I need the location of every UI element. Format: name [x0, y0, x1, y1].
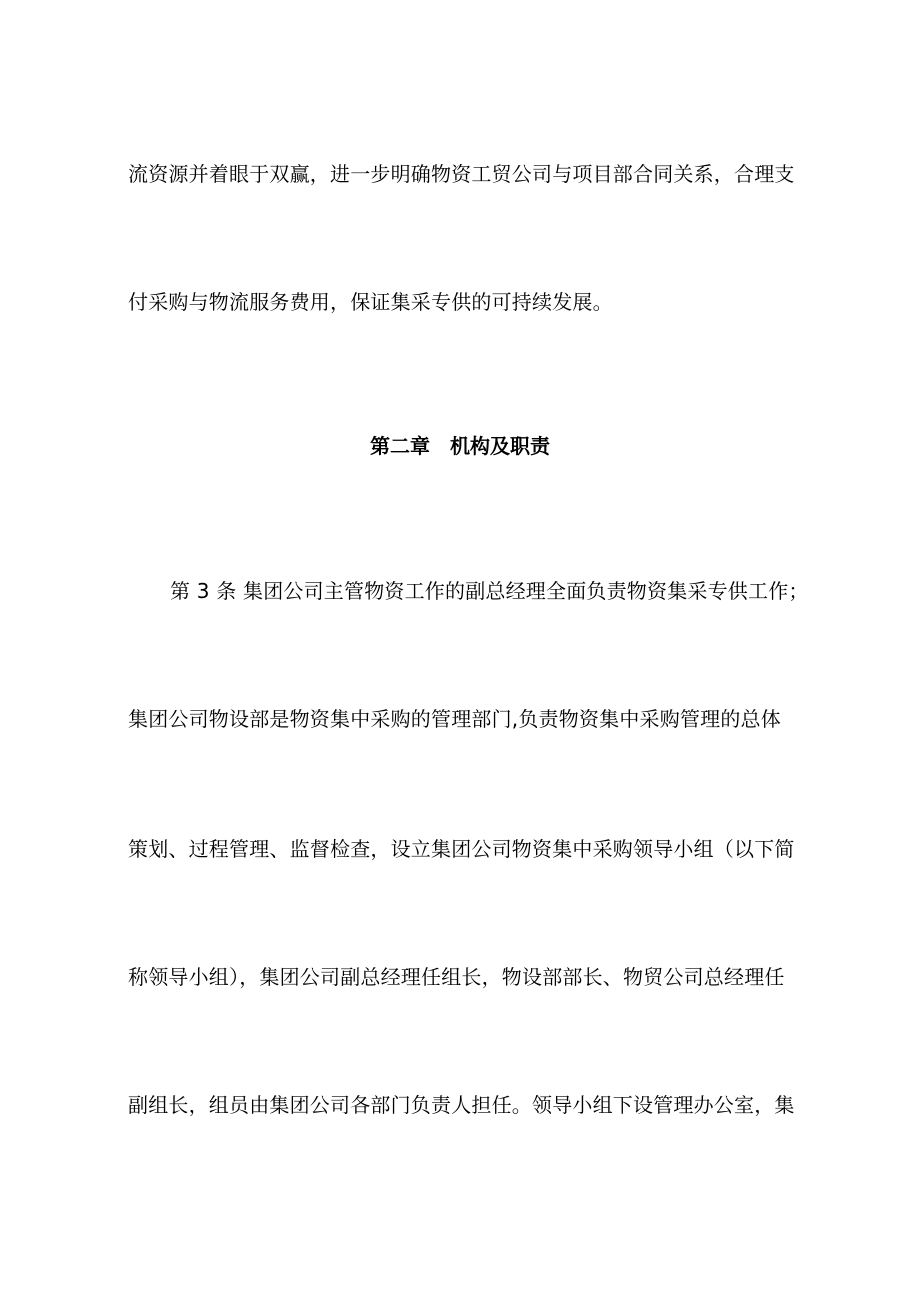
article-line-3: 策划、过程管理、监督检查，设立集团公司物资集中采购领导小组（以下简 — [128, 837, 795, 861]
article-line-5: 副组长，组员由集团公司各部门负责人担任。领导小组下设管理办公室，集 — [128, 1093, 795, 1117]
article-line-2: 集团公司物设部是物资集中采购的管理部门,负责物资集中采购管理的总体 — [128, 707, 781, 731]
paragraph-line-2: 付采购与物流服务费用，保证集采专供的可持续发展。 — [128, 290, 613, 314]
chapter-heading: 第二章 机构及职责 — [370, 434, 550, 458]
paragraph-line-1: 流资源并着眼于双赢，进一步明确物资工贸公司与项目部合同关系，合理支 — [128, 162, 795, 186]
article-line-4: 称领导小组），集团公司副总经理任组长，物设部部长、物贸公司总经理任 — [128, 965, 785, 989]
article-line-1: 第 3 条 集团公司主管物资工作的副总经理全面负责物资集采专供工作； — [170, 579, 809, 603]
